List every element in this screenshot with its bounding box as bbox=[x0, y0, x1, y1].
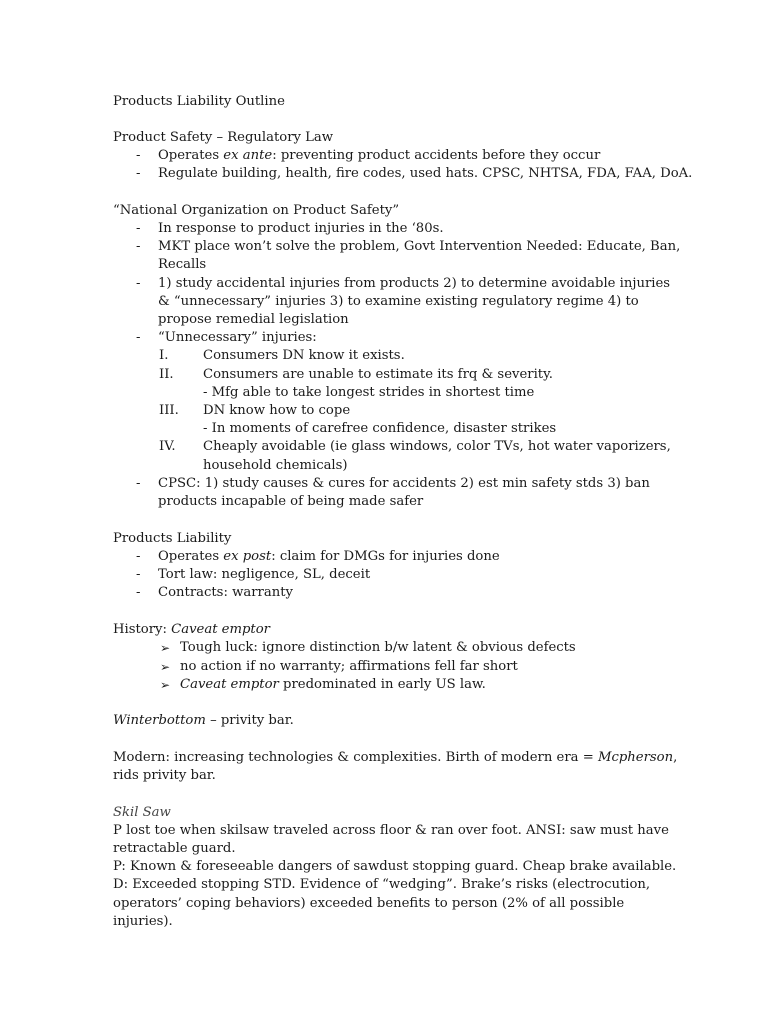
bullet-dash: - bbox=[136, 239, 141, 254]
sub-note: - Mfg able to take longest strides in shortest time bbox=[203, 385, 535, 400]
text: DN know how to cope bbox=[203, 403, 351, 418]
text: Tough luck: ignore distinction b/w latent & obvious defects bbox=[180, 640, 576, 655]
arrow-bullet-icon: ➢ bbox=[160, 660, 171, 674]
text: P lost toe when skilsaw traveled across floor & ran over foot. ANSI: saw must have bbox=[113, 823, 669, 838]
arrow-bullet-icon: ➢ bbox=[160, 641, 171, 655]
bullet-dash: - bbox=[136, 166, 141, 181]
text: Recalls bbox=[158, 257, 207, 272]
italic-term: Skil Saw bbox=[113, 805, 171, 820]
section-heading-product-safety: Product Safety – Regulatory Law bbox=[113, 130, 334, 145]
roman-numeral: IV. bbox=[159, 439, 176, 454]
italic-term: ex post bbox=[223, 549, 272, 564]
text: Operates bbox=[158, 148, 224, 163]
text: household chemicals) bbox=[203, 458, 348, 473]
bullet-dash: - bbox=[136, 276, 141, 291]
roman-numeral: II. bbox=[159, 367, 174, 382]
text: Tort law: negligence, SL, deceit bbox=[158, 567, 371, 582]
bullet-dash: - bbox=[136, 549, 141, 564]
text: Modern: increasing technologies & complexities. Birth of modern era = bbox=[113, 750, 598, 765]
text: Regulate building, health, fire codes, used hats. CPSC, NHTSA, FDA, FAA, DoA. bbox=[158, 166, 693, 181]
bullet-dash: - bbox=[136, 148, 141, 163]
section-heading-national-organization: “National Organization on Product Safety” bbox=[113, 203, 400, 218]
italic-term: Caveat emptor bbox=[180, 677, 279, 692]
text: & “unnecessary” injuries 3) to examine existing regulatory regime 4) to bbox=[158, 294, 639, 309]
paragraph-modern bbox=[113, 749, 677, 767]
text: Consumers DN know it exists. bbox=[203, 348, 405, 363]
text: D: Exceeded stopping STD. Evidence of “wedging”. Brake’s risks (electrocution, bbox=[113, 877, 651, 892]
paragraph-winterbottom bbox=[113, 712, 294, 730]
text: Operates bbox=[158, 549, 224, 564]
bullet-dash: - bbox=[136, 330, 141, 345]
text: : claim for DMGs for injuries done bbox=[271, 549, 500, 564]
bullet-dash: - bbox=[136, 476, 141, 491]
text: : preventing product accidents before they occur bbox=[272, 148, 601, 163]
italic-term: ex ante bbox=[223, 148, 273, 163]
text: – privity bar. bbox=[205, 713, 294, 728]
text: CPSC: 1) study causes & cures for accidents 2) est min safety stds 3) ban bbox=[158, 476, 650, 491]
roman-numeral: I. bbox=[159, 348, 169, 363]
text: products incapable of being made safer bbox=[158, 494, 424, 509]
bullet-dash: - bbox=[136, 585, 141, 600]
text: propose remedial legislation bbox=[158, 312, 349, 327]
case-heading-skil-saw bbox=[113, 804, 171, 822]
text: In response to product injuries in the ‘80s. bbox=[158, 221, 444, 236]
text: P: Known & foreseeable dangers of sawdust stopping guard. Cheap brake available. bbox=[113, 859, 677, 874]
arrow-bullet-icon: ➢ bbox=[160, 678, 171, 692]
text: predominated in early US law. bbox=[278, 677, 486, 692]
section-heading-history bbox=[113, 621, 270, 639]
text: Consumers are unable to estimate its frq & severity. bbox=[203, 367, 553, 382]
bullet-dash: - bbox=[136, 567, 141, 582]
text: rids privity bar. bbox=[113, 768, 216, 783]
italic-term: Caveat emptor bbox=[171, 622, 270, 637]
text: injuries). bbox=[113, 914, 173, 929]
text: MKT place won’t solve the problem, Govt Intervention Needed: Educate, Ban, bbox=[158, 239, 681, 254]
text: operators’ coping behaviors) exceeded benefits to person (2% of all possible bbox=[113, 896, 625, 911]
bullet-dash: - bbox=[136, 221, 141, 236]
text: retractable guard. bbox=[113, 841, 236, 856]
italic-term: Mcpherson bbox=[597, 750, 674, 765]
sub-note: - In moments of carefree confidence, disaster strikes bbox=[203, 421, 557, 436]
text: “Unnecessary” injuries: bbox=[158, 330, 317, 345]
section-heading-products-liability: Products Liability bbox=[113, 531, 232, 546]
text: no action if no warranty; affirmations fell far short bbox=[180, 659, 518, 674]
text: Cheaply avoidable (ie glass windows, color TVs, hot water vaporizers, bbox=[203, 439, 671, 454]
text: 1) study accidental injuries from products 2) to determine avoidable injuries bbox=[158, 276, 671, 291]
roman-numeral: III. bbox=[159, 403, 179, 418]
text: History: bbox=[113, 622, 172, 637]
italic-term: Winterbottom bbox=[113, 713, 206, 728]
text: , bbox=[673, 750, 678, 765]
text: Contracts: warranty bbox=[158, 585, 293, 600]
document-title: Products Liability Outline bbox=[113, 94, 285, 109]
